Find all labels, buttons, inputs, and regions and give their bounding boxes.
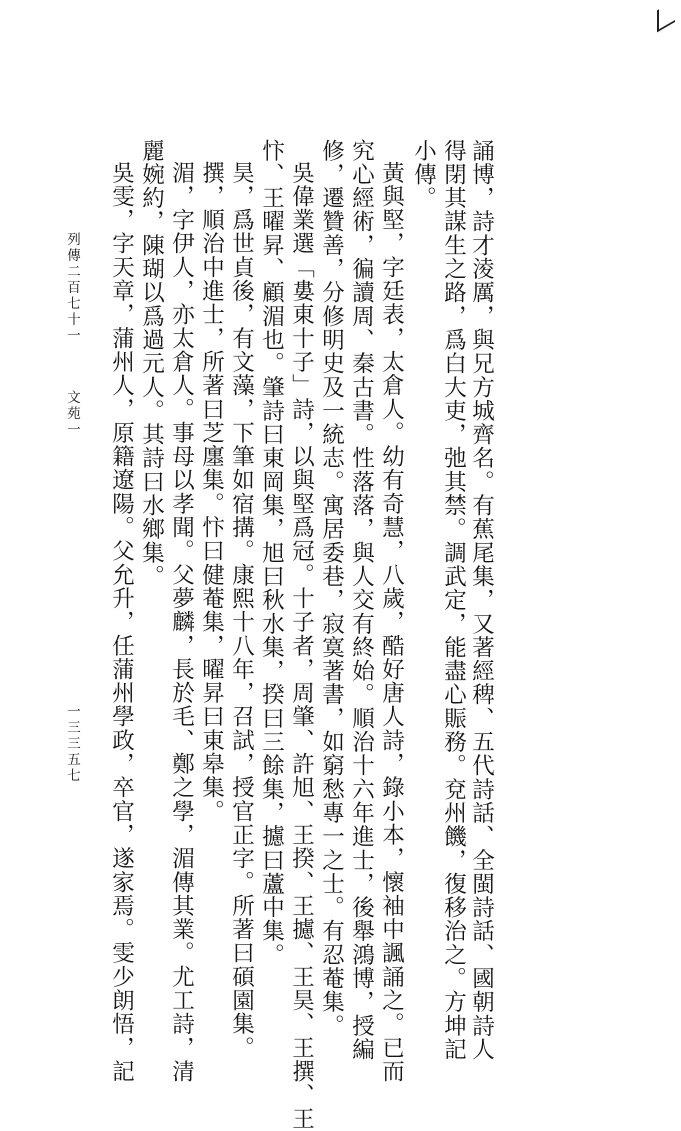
text-column-1: 得閉其謀生之路，爲白大吏，弛其禁。調武定，能盡心賑務。兗州饑，復移治之。方坤記 <box>440 139 467 1062</box>
text-column-3: 小傳。 <box>410 139 437 210</box>
text-column-10: 撰，順治中進士，所著曰芝廛集。忭曰健菴集，曜昇曰東皋集。 <box>198 161 225 824</box>
text-column-13: 吳雯，字天章，蒲州人，原籍遼陽。父允升，任蒲州學政，卒官，遂家焉。雯少朗悟，記 <box>108 161 135 1084</box>
text-column-11: 湄，字伊人，亦太倉人。事母以孝聞。父夢麟，長於毛、鄭之學，湄傳其業。尤工詩，清 <box>168 161 195 1084</box>
text-column-2: 誦博，詩才淩厲，與兄方城齊名。有蕉尾集，又著經稗、五代詩話、全閩詩話、國朝詩人 <box>468 139 495 1062</box>
text-column-12: 麗婉約，陳瑚以爲過元人。其詩曰水鄉集。 <box>138 139 165 589</box>
page-corner-mark <box>657 0 675 32</box>
text-column-9: 昊，爲世貞後，有文藻，下筆如宿搆。康熙十八年，召試，授官正字。所著曰碩園集。 <box>228 161 255 1060</box>
text-column-5: 究心經術，徧讀周、秦古書。性落落，與人交有終始。順治十六年進士，後舉鴻博，授編 <box>348 139 375 1062</box>
margin-page-number: 一三三五七 <box>64 704 80 784</box>
text-column-6: 修，遷贊善，分修明史及一統志。寓居委巷，寂寞著書，如窮愁專一之士。有忍菴集。 <box>318 139 345 1038</box>
margin-volume-label: 列傳二百七十一 <box>64 232 80 344</box>
text-column-4: 黃與堅，字廷表，太倉人。幼有奇慧，八歲，酷好唐人詩，錄小本，懷袖中諷誦之。已而 <box>378 161 405 1084</box>
margin-section-label: 文苑一 <box>64 390 80 438</box>
text-column-7: 吳偉業選「婁東十子」詩，以與堅爲冠。十子者，周肇、許旭、王揆、王攄、王昊、王撰、王 <box>288 161 315 1131</box>
text-column-8: 忭、王曜昇、顧湄也。肇詩曰東岡集，旭曰秋水集，揆曰三餘集，攄曰蘆中集。 <box>258 139 285 967</box>
